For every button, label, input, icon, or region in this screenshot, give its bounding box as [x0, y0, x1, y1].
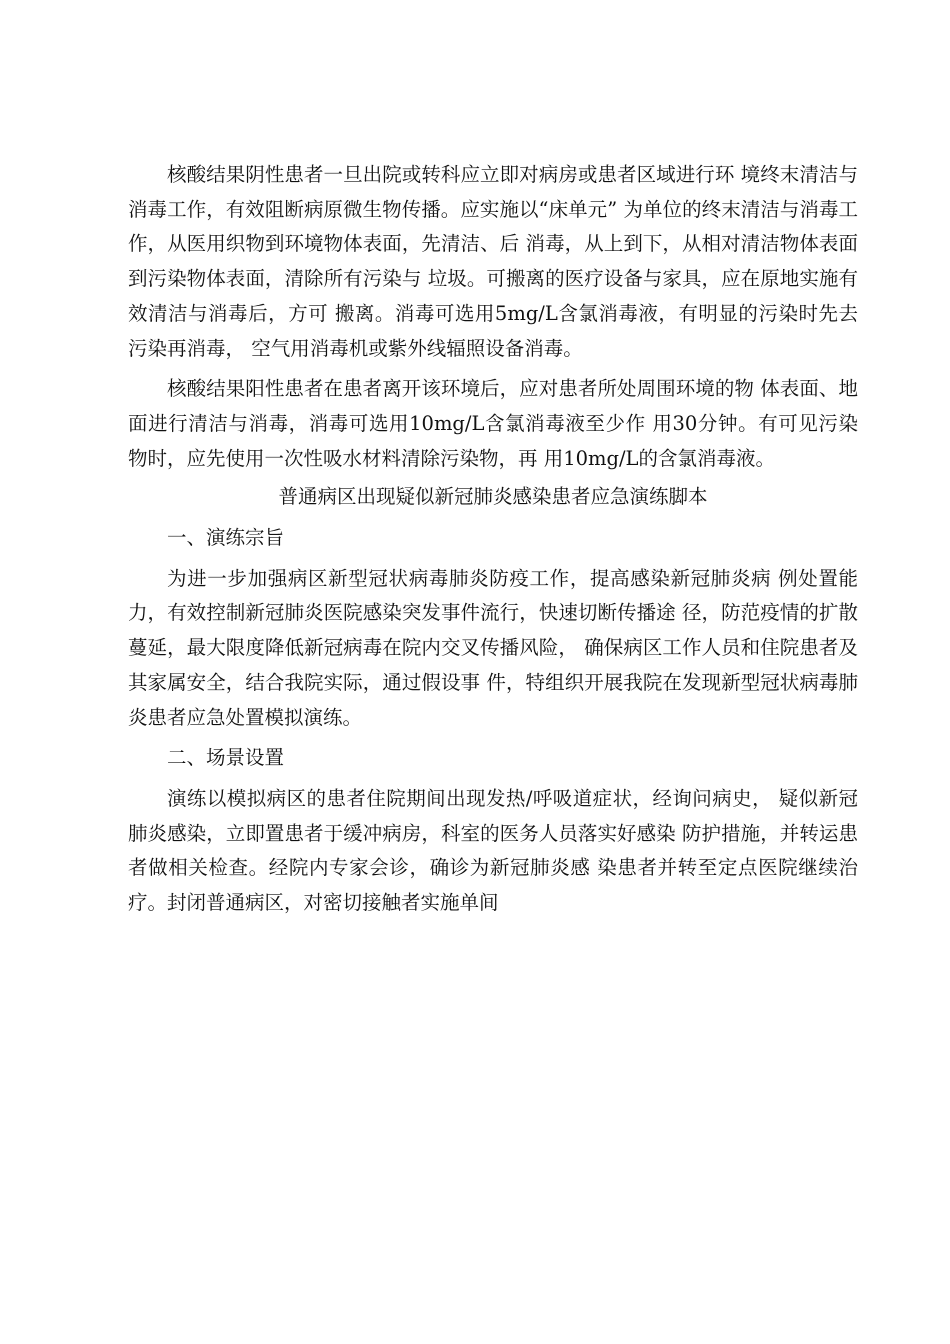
paragraph-purpose: 为进一步加强病区新型冠状病毒肺炎防疫工作，提高感染新冠肺炎病 例处置能力，有效控制新冠肺炎医院感染突发事件流行，快速切断传播途 径，防范疫情的扩散蔓延，最大限度降低新冠病毒在院内交叉传播风险， 确保病区工作人员和住院患者及其家属安全，结合我院实际，通过假设事 件，特组织开展我院在发现新型冠状病毒肺炎患者应急处置模拟演练。 — [128, 566, 858, 729]
section-heading-scenario: 二、场景设置 — [167, 746, 285, 770]
paragraph-scenario: 演练以模拟病区的患者住院期间出现发热/呼吸道症状，经询问病史， 疑似新冠肺炎感染，立即置患者于缓冲病房，科室的医务人员落实好感染 防护措施，并转运患者做相关检查。经院内专家会诊，确诊为新冠肺炎感 染患者并转至定点医院继续治疗。封闭普通病区，对密切接触者实施单间 — [128, 786, 858, 915]
section-heading-purpose: 一、演练宗旨 — [167, 526, 285, 550]
document-title: 普通病区出现疑似新冠肺炎感染患者应急演练脚本 — [278, 485, 708, 509]
paragraph-positive-cleaning: 核酸结果阳性患者在患者离开该环境后，应对患者所处周围环境的物 体表面、地面进行清洁与消毒，消毒可选用10mg/L含氯消毒液至少作 用30分钟。有可见污染物时，应先使用一次性吸水材料清除污染物，再 用10mg/L的含氯消毒液。 — [128, 377, 858, 470]
paragraph-negative-cleaning: 核酸结果阴性患者一旦出院或转科应立即对病房或患者区域进行环 境终末清洁与消毒工作，有效阻断病原微生物传播。应实施以“床单元” 为单位的终末清洁与消毒工作，从医用织物到环境物体表面，先清洁、后 消毒，从上到下，从相对清洁物体表面到污染物体表面，清除所有污染与 垃圾。可搬离的医疗设备与家具，应在原地实施有效清洁与消毒后，方可 搬离。消毒可选用5mg/L含氯消毒液，有明显的污染时先去污染再消毒， 空气用消毒机或紫外线辐照设备消毒。 — [128, 163, 858, 360]
document-body — [128, 158, 858, 927]
